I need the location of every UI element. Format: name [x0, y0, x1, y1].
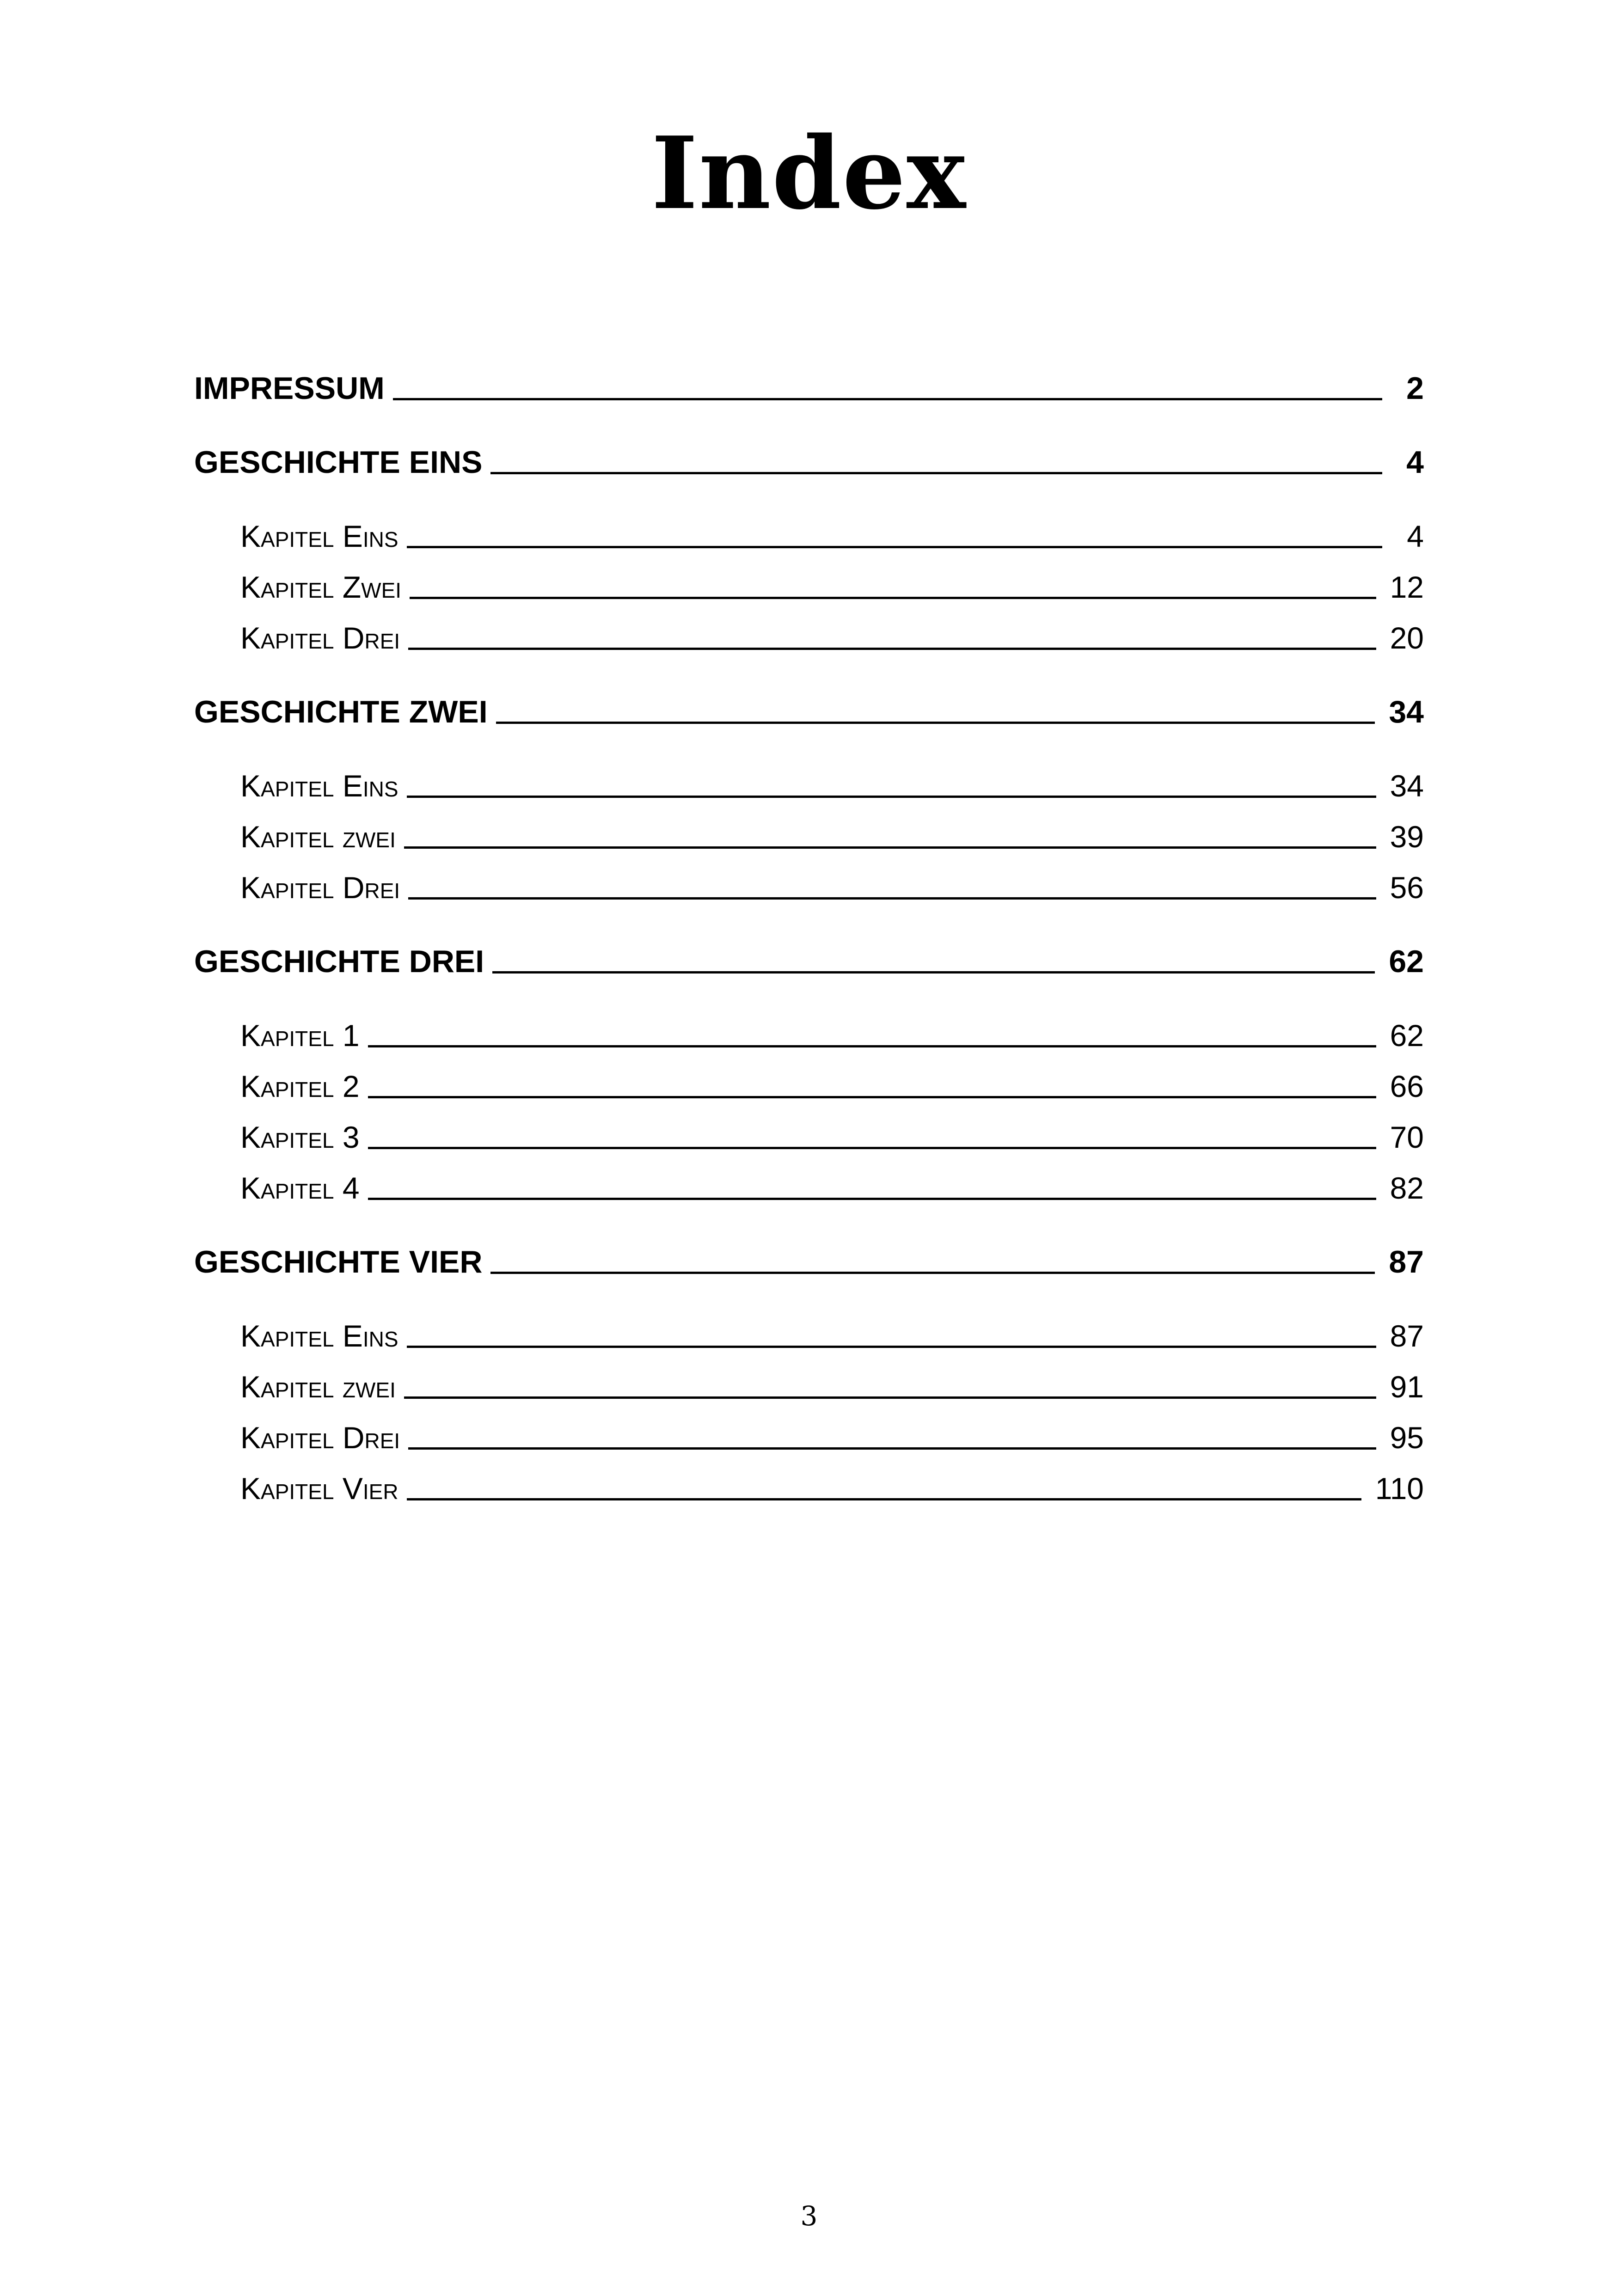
- toc-leader-line: [407, 546, 1382, 548]
- toc-entry-kapitel[interactable]: [240, 1012, 1424, 1054]
- toc-entry-kapitel[interactable]: [240, 1313, 1424, 1354]
- toc-entry-page: 87: [1389, 1244, 1424, 1280]
- toc-entry-geschichte-eins[interactable]: [194, 439, 1424, 481]
- toc-entry-label: Kapitel Drei: [240, 621, 400, 655]
- toc-entry-kapitel[interactable]: [240, 1114, 1424, 1156]
- toc-entry-label: Kapitel Vier: [240, 1471, 398, 1506]
- toc-entry-label: IMPRESSUM: [194, 371, 385, 406]
- toc-entry-kapitel[interactable]: [240, 615, 1424, 656]
- page-title: Index: [651, 115, 967, 232]
- toc-leader-line: [410, 597, 1376, 599]
- toc-leader-line: [496, 722, 1375, 724]
- toc-entry-kapitel[interactable]: [240, 1414, 1424, 1456]
- toc-entry-kapitel[interactable]: [240, 1465, 1424, 1507]
- toc-entry-kapitel[interactable]: [240, 564, 1424, 606]
- toc-entry-label: Kapitel 2: [240, 1069, 360, 1103]
- toc-entry-label: Kapitel zwei: [240, 820, 396, 854]
- toc-entry-label: Kapitel zwei: [240, 1370, 396, 1404]
- toc-entry-label: Kapitel Drei: [240, 870, 400, 905]
- toc-leader-line: [490, 472, 1382, 474]
- toc-leader-line: [408, 897, 1376, 900]
- toc-entry-label: Kapitel 3: [240, 1120, 360, 1154]
- toc-leader-line: [407, 1346, 1376, 1348]
- toc-entry-label: GESCHICHTE ZWEI: [194, 694, 488, 729]
- toc-entry-label: GESCHICHTE VIER: [194, 1244, 483, 1280]
- toc-entry-page: 56: [1390, 870, 1424, 905]
- toc-entry-geschichte-zwei[interactable]: [194, 689, 1424, 730]
- toc-leader-line: [393, 398, 1382, 400]
- toc-entry-page: 34: [1389, 694, 1424, 729]
- toc-entry-geschichte-drei[interactable]: [194, 938, 1424, 980]
- toc-entry-label: Kapitel Eins: [240, 769, 398, 803]
- toc-entry-page: 34: [1390, 769, 1424, 803]
- toc-entry-page: 4: [1407, 519, 1424, 553]
- toc-leader-line: [368, 1198, 1376, 1200]
- toc-entry-kapitel[interactable]: [240, 864, 1424, 906]
- toc-entry-label: GESCHICHTE DREI: [194, 944, 484, 979]
- toc-leader-line: [408, 1447, 1376, 1450]
- toc-leader-line: [368, 1045, 1376, 1047]
- toc-entry-page: 62: [1389, 944, 1424, 979]
- toc-entry-label: Kapitel Eins: [240, 519, 398, 553]
- toc-entry-kapitel[interactable]: [240, 513, 1424, 555]
- toc-entry-label: Kapitel 1: [240, 1018, 360, 1053]
- toc-entry-label: Kapitel Eins: [240, 1319, 398, 1353]
- toc-leader-line: [490, 1272, 1375, 1274]
- toc-entry-page: 62: [1390, 1018, 1424, 1053]
- toc-entry-kapitel[interactable]: [240, 1063, 1424, 1105]
- toc-entry-label: Kapitel 4: [240, 1171, 360, 1205]
- toc-leader-line: [368, 1096, 1376, 1098]
- toc-leader-line: [404, 1396, 1376, 1399]
- toc-entry-page: 20: [1390, 621, 1424, 655]
- toc-leader-line: [407, 1498, 1361, 1500]
- toc-entry-page: 82: [1390, 1171, 1424, 1205]
- toc-entry-label: Kapitel Drei: [240, 1420, 400, 1455]
- toc-entry-page: 110: [1375, 1471, 1424, 1506]
- toc-entry-label: GESCHICHTE EINS: [194, 445, 483, 480]
- footer-page-number: 3: [800, 2200, 818, 2232]
- toc-entry-page: 95: [1390, 1420, 1424, 1455]
- toc-entry-page: 70: [1390, 1120, 1424, 1154]
- toc-leader-line: [492, 971, 1375, 974]
- toc-entry-kapitel[interactable]: [240, 1364, 1424, 1405]
- toc-entry-page: 2: [1406, 371, 1424, 406]
- toc-leader-line: [407, 796, 1376, 798]
- toc-entry-kapitel[interactable]: [240, 814, 1424, 855]
- toc-entry-page: 91: [1390, 1370, 1424, 1404]
- toc-entry-page: 12: [1390, 570, 1424, 604]
- toc-entry-page: 87: [1390, 1319, 1424, 1353]
- toc-leader-line: [404, 846, 1376, 849]
- toc-entry-page: 39: [1390, 820, 1424, 854]
- toc-leader-line: [408, 648, 1376, 650]
- toc-entry-impressum[interactable]: [194, 365, 1424, 407]
- toc-entry-page: 66: [1390, 1069, 1424, 1103]
- toc-entry-label: Kapitel Zwei: [240, 570, 402, 604]
- toc-entry-kapitel[interactable]: [240, 1165, 1424, 1206]
- toc-entry-page: 4: [1406, 445, 1424, 480]
- toc-entry-kapitel[interactable]: [240, 763, 1424, 804]
- toc-leader-line: [368, 1147, 1376, 1149]
- toc-entry-geschichte-vier[interactable]: [194, 1239, 1424, 1280]
